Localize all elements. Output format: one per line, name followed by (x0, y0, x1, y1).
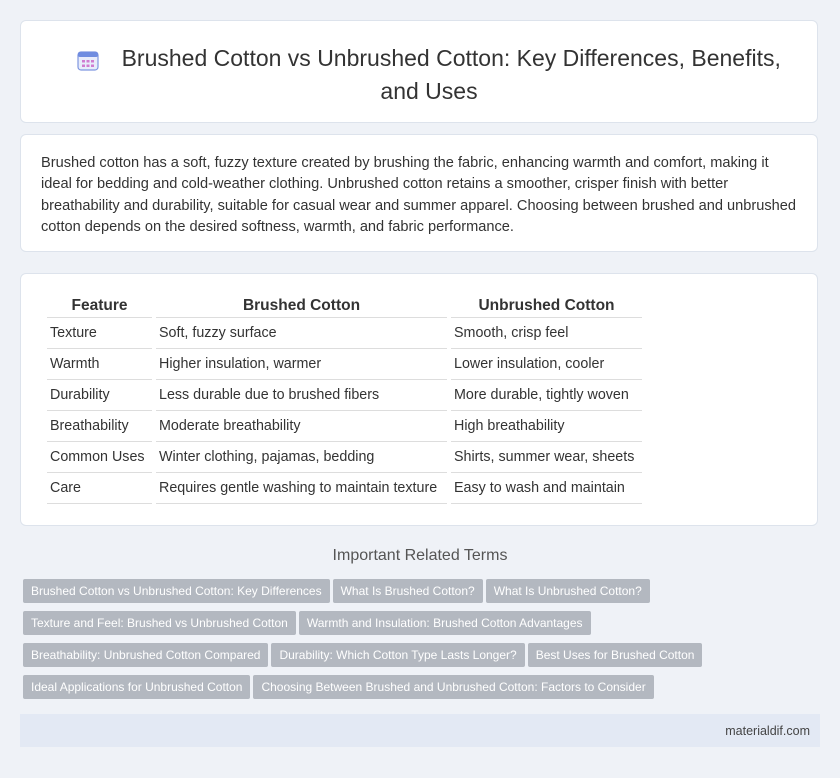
intro-paragraph: Brushed cotton has a soft, fuzzy texture created by brushing the fabric, enhancing warmth and comfort, making it ideal for bedding and cold-weather clothing. Unbrushed cotton retains a smoother, crisper finish with better breathability and durability, suitable for casual wear and summer apparel. Choosing between brushed and unbrushed cotton depends on the desired softness, warmth, and fabric performance. (41, 155, 797, 235)
table-cell: Breathability (47, 411, 152, 442)
footer (20, 714, 820, 747)
table-cell: Higher insulation, warmer (156, 349, 447, 380)
table-row (47, 380, 642, 411)
header-feature: Feature (47, 294, 152, 318)
related-tags (23, 579, 723, 707)
table-cell: Smooth, crisp feel (451, 318, 642, 349)
page-title: Brushed Cotton vs Unbrushed Cotton: Key Differences, Benefits, and Uses (121, 45, 781, 104)
table-cell: Winter clothing, pajamas, bedding (156, 442, 447, 473)
table-cell: More durable, tightly woven (451, 380, 642, 411)
header-brushed: Brushed Cotton (156, 294, 447, 318)
related-tag[interactable]: Texture and Feel: Brushed vs Unbrushed Cotton (23, 611, 296, 635)
related-terms-heading: Important Related Terms (332, 547, 508, 564)
comparison-table (43, 294, 646, 504)
table-cell: Warmth (47, 349, 152, 380)
table-row (47, 318, 642, 349)
related-tag[interactable]: Warmth and Insulation: Brushed Cotton Advantages (299, 611, 591, 635)
title-card (20, 20, 818, 123)
table-cell: Common Uses (47, 442, 152, 473)
table-cell: Shirts, summer wear, sheets (451, 442, 642, 473)
table-cell: Care (47, 473, 152, 504)
table-row (47, 411, 642, 442)
related-tag[interactable]: What Is Brushed Cotton? (333, 579, 483, 603)
table-cell: High breathability (451, 411, 642, 442)
table-cell: Moderate breathability (156, 411, 447, 442)
table-cell: Requires gentle washing to maintain texture (156, 473, 447, 504)
related-tag[interactable]: What Is Unbrushed Cotton? (486, 579, 650, 603)
table-row (47, 442, 642, 473)
calendar-icon (77, 49, 99, 76)
table-header-row (47, 294, 642, 318)
table-row (47, 473, 642, 504)
table-cell: Easy to wash and maintain (451, 473, 642, 504)
table-cell: Texture (47, 318, 152, 349)
table-cell: Less durable due to brushed fibers (156, 380, 447, 411)
related-tag[interactable]: Ideal Applications for Unbrushed Cotton (23, 675, 250, 699)
comparison-card (20, 273, 818, 526)
related-tag[interactable]: Choosing Between Brushed and Unbrushed Cotton: Factors to Consider (253, 675, 653, 699)
table-cell: Durability (47, 380, 152, 411)
related-tag[interactable]: Best Uses for Brushed Cotton (528, 643, 703, 667)
footer-site[interactable]: materialdif.com (725, 724, 810, 738)
table-row (47, 349, 642, 380)
related-tag[interactable]: Breathability: Unbrushed Cotton Compared (23, 643, 268, 667)
table-cell: Lower insulation, cooler (451, 349, 642, 380)
table-cell: Soft, fuzzy surface (156, 318, 447, 349)
related-tag[interactable]: Brushed Cotton vs Unbrushed Cotton: Key Differences (23, 579, 330, 603)
header-unbrushed: Unbrushed Cotton (451, 294, 642, 318)
intro-card (20, 134, 818, 252)
related-tag[interactable]: Durability: Which Cotton Type Lasts Longer? (271, 643, 524, 667)
